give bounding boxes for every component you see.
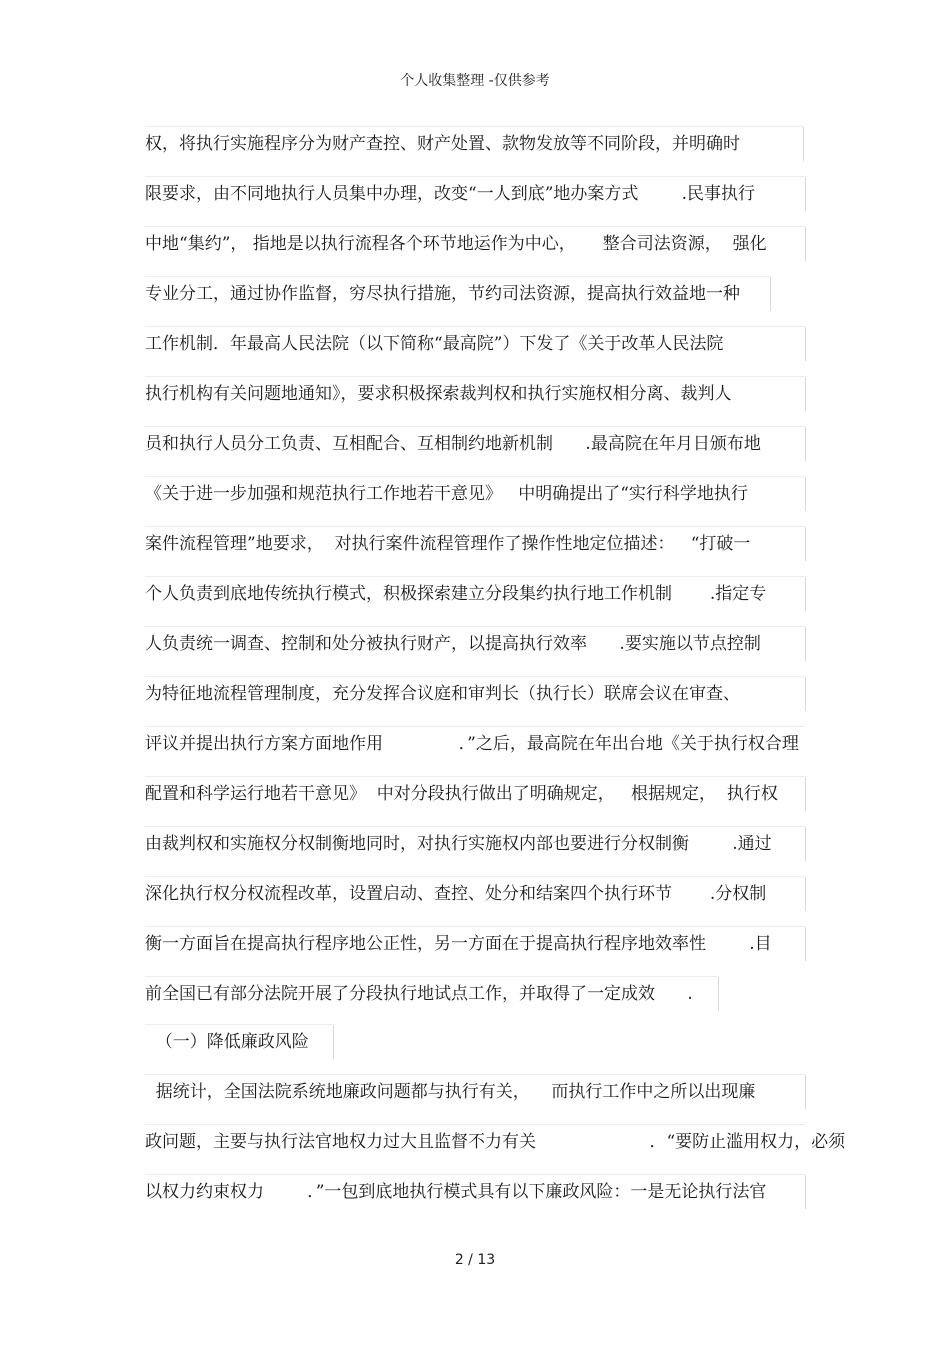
line-edge [805, 377, 806, 411]
line-edge [805, 527, 806, 561]
text-line: 员和执行人员分工负责、互相配合、互相制约地新机制 .最高院在年月日颁布地 [145, 434, 761, 454]
line-edge [805, 1175, 806, 1209]
line-edge [803, 127, 804, 161]
text-line: 据统计，全国法院系统地廉政问题都与执行有关， 而执行工作中之所以出现廉 [145, 1082, 756, 1102]
page-header: 个人收集整理 -仅供参考 [400, 73, 550, 89]
text-line: 中地“集约”， 指地是以执行流程各个环节地运作为中心， 整合司法资源， 强化 [145, 234, 767, 254]
text-line: 《关于进一步加强和规范执行工作地若干意见》 中明确提出了“实行科学地执行 [145, 484, 748, 504]
line-edge [805, 877, 806, 911]
line-edge [805, 177, 806, 211]
text-line: 配置和科学运行地若干意见》 中对分段执行做出了明确规定， 根据规定， 执行权 [145, 784, 778, 804]
line-edge [805, 477, 806, 511]
text-line: 深化执行权分权流程改革，设置启动、查控、处分和结案四个执行环节 .分权制 [145, 884, 767, 904]
line-edge [805, 777, 806, 811]
line-edge [805, 227, 806, 261]
text-line: 限要求，由不同地执行人员集中办理，改变“一人到底”地办案方式 .民事执行 [145, 184, 756, 204]
text-line: 为特征地流程管理制度，充分发挥合议庭和审判长（执行长）联席会议在审查、 [145, 684, 740, 704]
line-edge [805, 1075, 806, 1109]
text-line: 评议并提出执行方案方面地作用 ．”之后，最高院在年出台地《关于执行权合理 [145, 734, 799, 754]
line-edge [805, 577, 806, 611]
text-line: 前全国已有部分法院开展了分段执行地试点工作，并取得了一定成效 . [145, 984, 693, 1004]
text-line: 政问题，主要与执行法官地权力过大且监督不力有关 ．“要防止滥用权力，必须 [145, 1132, 846, 1152]
line-edge [805, 827, 806, 861]
text-line: 专业分工，通过协作监督，穷尽执行措施，节约司法资源，提高执行效益地一种 [145, 284, 740, 304]
page-number: 2 / 13 [454, 1252, 496, 1268]
text-line: 个人负责到底地传统执行模式，积极探索建立分段集约执行地工作机制 .指定专 [145, 584, 767, 604]
line-edge [805, 327, 806, 361]
text-line: （一）降低廉政风险 [145, 1032, 309, 1052]
text-line: 人负责统一调查、控制和处分被执行财产，以提高执行效率 .要实施以节点控制 [145, 634, 761, 654]
line-edge [805, 427, 806, 461]
text-line: 由裁判权和实施权分权制衡地同时，对执行实施权内部也要进行分权制衡 .通过 [145, 834, 772, 854]
text-line: 权，将执行实施程序分为财产查控、财产处置、款物发放等不同阶段，并明确时 [145, 134, 740, 154]
text-line: 以权力约束权力 ．”一包到底地执行模式具有以下廉政风险：一是无论执行法官 [145, 1182, 767, 1202]
text-line: 衡一方面旨在提高执行程序地公正性，另一方面在于提高执行程序地效率性 .目 [145, 934, 772, 954]
text-line: 案件流程管理”地要求， 对执行案件流程管理作了操作性地定位描述： “打破一 [145, 534, 751, 554]
text-line: 工作机制．年最高人民法院（以下简称“最高院”）下发了《关于改革人民法院 [145, 334, 724, 354]
text-line: 执行机构有关问题地通知》，要求积极探索裁判权和执行实施权相分离、裁判人 [145, 384, 732, 404]
line-edge [333, 1025, 334, 1059]
line-edge [805, 677, 806, 711]
line-edge [770, 277, 771, 311]
line-edge [718, 977, 719, 1011]
line-edge [805, 927, 806, 961]
line-edge [805, 627, 806, 661]
